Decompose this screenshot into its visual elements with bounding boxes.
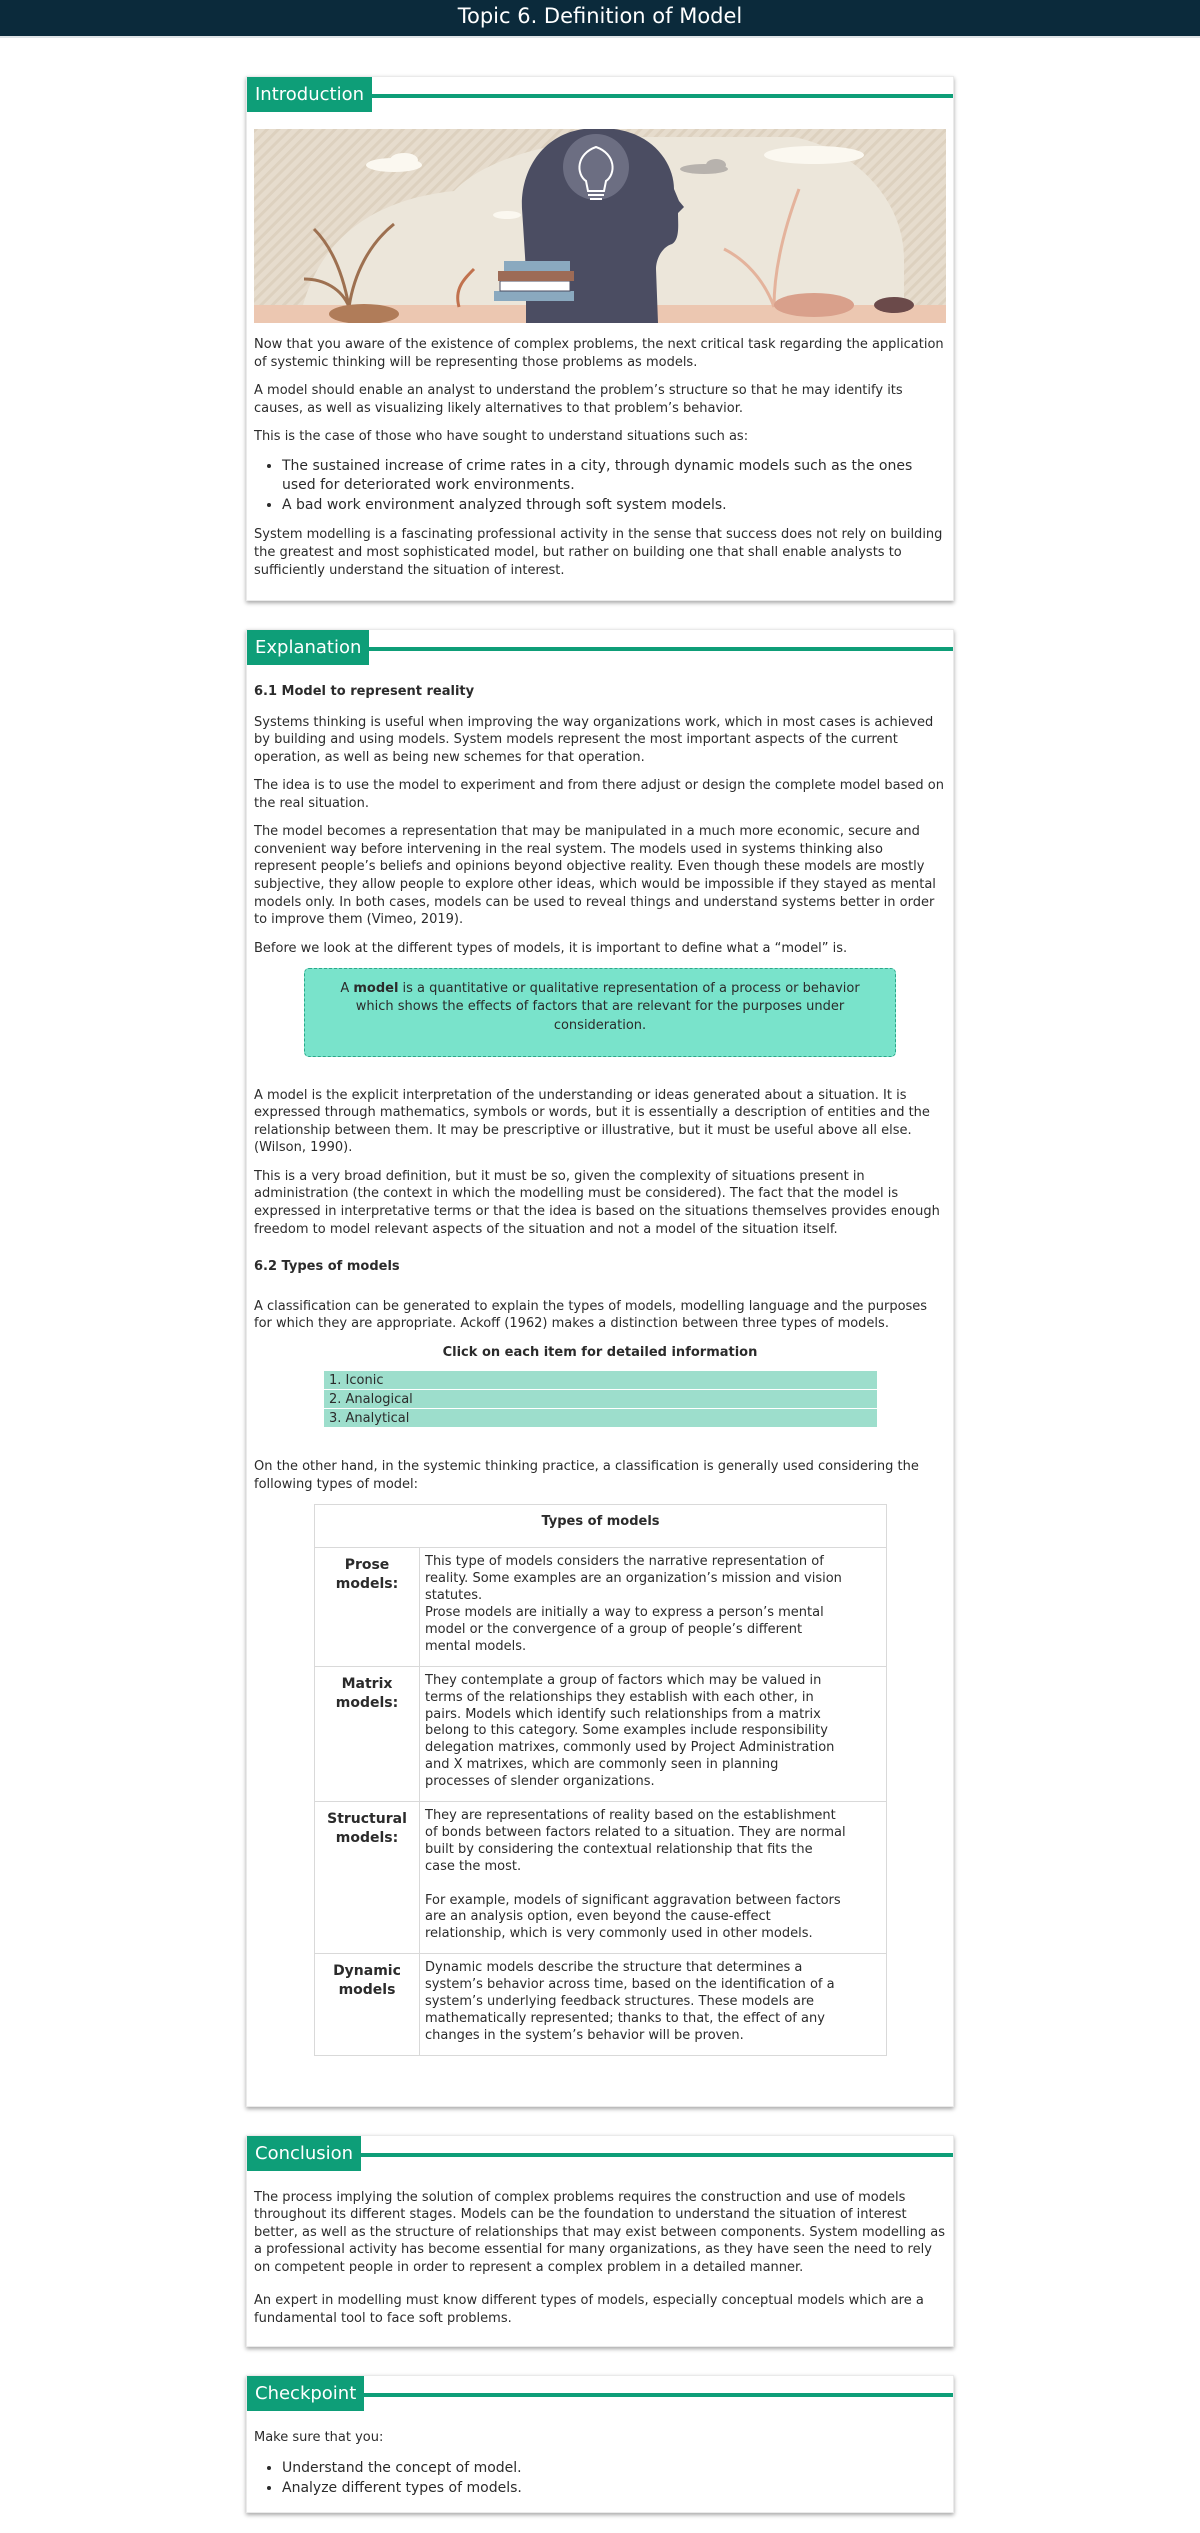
table-row	[315, 1548, 887, 1666]
definition-text: is a quantitative or qualitative representation of a process or behavior which shows the effects of factors that are relevant for the purposes under consideration.	[355, 981, 860, 1033]
intro-paragraph-2: A model should enable an analyst to understand the problem’s structure so that he may identify its causes, as well as visualizing likely alternatives to that problem’s behavior.	[254, 383, 903, 416]
hero-illustration	[254, 129, 946, 323]
intro-bullet-list	[282, 457, 946, 515]
explanation-paragraph-5: A model is the explicit interpretation of the understanding or ideas generated about a situation. It is expressed through mathematics, symbols or words, but it is essentially a description of entities and the relationship between them. It may be prescriptive or illustrative, but it must be useful above all else. (Wilson, 1990).	[254, 1087, 930, 1156]
explanation-paragraph-1: Systems thinking is useful when improving the way organizations work, which in most cases is achieved by building and using models. System models represent the most important aspects of the current operation, as well as being new schemes for that operation.	[254, 714, 934, 765]
accordion-item-analytical[interactable]: 3. Analytical	[324, 1409, 877, 1428]
introduction-header	[247, 77, 953, 112]
model-type-name: Structural models:	[315, 1801, 420, 1953]
table-row	[315, 1666, 887, 1801]
list-item: • Understand the concept of model.	[282, 2459, 946, 2478]
conclusion-heading: Conclusion	[247, 2136, 361, 2171]
checkpoint-card	[246, 2375, 954, 2512]
conclusion-paragraph-2: An expert in modelling must know different types of models, especially conceptual models which are a fundamental tool to face soft problems.	[254, 2293, 924, 2326]
list-item: • Analyze different types of models.	[282, 2479, 946, 2498]
section-heading-6-1: 6.1 Model to represent reality	[254, 684, 475, 700]
explanation-paragraph-6: This is a very broad definition, but it must be so, given the complexity of situations present in administration (the context in which the modelling must be considered). The fact that the model is expressed in interpretative terms or that the idea is based on the situations themselves provides enough freedom to model relevant aspects of the situation and not a model of the situation itself.	[254, 1168, 940, 1237]
introduction-card	[246, 76, 954, 601]
table-title: Types of models	[315, 1505, 887, 1548]
intro-paragraph-3: This is the case of those who have sought to understand situations such as:	[254, 429, 749, 445]
definition-prefix: A	[340, 981, 354, 997]
explanation-card	[246, 629, 954, 2107]
intro-paragraph-4: System modelling is a fascinating professional activity in the sense that success does not rely on building the greatest and most sophisticated model, but rather on building one that shall enable analysts to sufficiently understand the situation of interest.	[254, 527, 943, 578]
explanation-heading: Explanation	[247, 630, 369, 665]
description-line: Prose models are initially a way to express a person’s mental model or the convergence of a group of people’s different mental models.	[425, 1605, 824, 1654]
definition-term: model	[353, 981, 399, 997]
accordion-item-analogical[interactable]: 2. Analogical	[324, 1390, 877, 1409]
conclusion-header	[247, 2136, 953, 2171]
checkpoint-paragraph: Make sure that you:	[254, 2430, 384, 2446]
model-type-name: Matrix models:	[315, 1666, 420, 1801]
page-title: Topic 6. Definition of Model	[457, 4, 743, 28]
list-item: • A bad work environment analyzed through soft system models.	[282, 496, 946, 515]
explanation-paragraph-4: Before we look at the different types of models, it is important to define what a “model” is.	[254, 940, 848, 956]
conclusion-paragraph-1: The process implying the solution of complex problems requires the construction and use of models throughout its different stages. Models can be the foundation to understand the situation of interest better, as well as the structure of relationships that may exist between components. System modelling as a professional activity has become essential for many organizations, as they have seen the need to rely on competent people in order to represent a complex problem in a detailed manner.	[254, 2189, 946, 2275]
page-title-bar	[0, 0, 1200, 38]
model-definition-box	[304, 968, 896, 1057]
accordion-item-iconic[interactable]: 1. Iconic	[324, 1371, 877, 1390]
table-title-row	[315, 1505, 887, 1548]
model-types-accordion	[324, 1371, 877, 1428]
section-heading-6-2: 6.2 Types of models	[254, 1259, 400, 1275]
list-item: • The sustained increase of crime rates in a city, through dynamic models such as the ones used for deteriorated work environments.	[282, 457, 946, 495]
checkpoint-header	[247, 2376, 953, 2411]
model-type-name: Dynamic models	[315, 1954, 420, 2055]
description-line: They contemplate a group of factors which may be valued in terms of the relationships they establish with each other, in pairs. Models which identify such relationships from a matrix belong to this category. Some examples include responsibility delegation matrixes, commonly used by Project Administration and X matrixes, which are commonly seen in planning processes of slender organizations.	[425, 1672, 835, 1790]
explanation-paragraph-7: A classification can be generated to explain the types of models, modelling language and the purposes for which they are appropriate. Ackoff (1962) makes a distinction between three types of models.	[254, 1298, 928, 1332]
description-line: Dynamic models describe the structure that determines a system’s behavior across time, based on the identification of a system’s underlying feedback structures. These models are mathematically represented; thanks to that, the effect of any changes in the system’s behavior will be proven.	[425, 1960, 835, 2043]
description-line: They are representations of reality based on the establishment of bonds between factors related to a situation. They are normal built by considering the contextual relationship that fits the case the most.	[425, 1807, 846, 1874]
explanation-header	[247, 630, 953, 665]
types-of-models-table	[314, 1504, 887, 2055]
model-type-name: Prose models:	[315, 1548, 420, 1666]
model-type-description	[420, 1548, 887, 1666]
model-type-description	[420, 1954, 887, 2055]
explanation-paragraph-8: On the other hand, in the systemic thinking practice, a classification is generally used considering the following types of model:	[254, 1459, 919, 1492]
intro-paragraph-1: Now that you aware of the existence of complex problems, the next critical task regarding the application of systemic thinking will be representing those problems as models.	[254, 337, 944, 370]
checkpoint-heading: Checkpoint	[247, 2376, 364, 2411]
description-line: This type of models considers the narrative representation of reality. Some examples are an organization’s mission and vision statutes.	[425, 1554, 842, 1604]
model-type-description	[420, 1801, 887, 1953]
introduction-heading: Introduction	[247, 77, 372, 112]
explanation-paragraph-3: The model becomes a representation that may be manipulated in a much more economic, secure and convenient way before intervening in the real system. The models used in systems thinking also represent people’s beliefs and opinions beyond objective reality. Even though these models are mostly subjective, they allow people to explore other ideas, which would be impossible if they stayed as mental models only. In both cases, models can be used to reveal things and understand systems better in order to improve them (Vimeo, 2019).	[254, 824, 936, 928]
conclusion-card	[246, 2135, 954, 2348]
model-type-description	[420, 1666, 887, 1801]
accordion-instructions: Click on each item for detailed information	[442, 1344, 758, 1360]
explanation-paragraph-2: The idea is to use the model to experiment and from there adjust or design the complete model based on the real situation.	[254, 778, 944, 811]
description-line: For example, models of significant aggravation between factors are an analysis option, even beyond the cause-effect relationship, which is very commonly used in other models.	[425, 1892, 841, 1942]
checkpoint-list	[282, 2459, 946, 2498]
table-row	[315, 1801, 887, 1953]
table-row	[315, 1954, 887, 2055]
